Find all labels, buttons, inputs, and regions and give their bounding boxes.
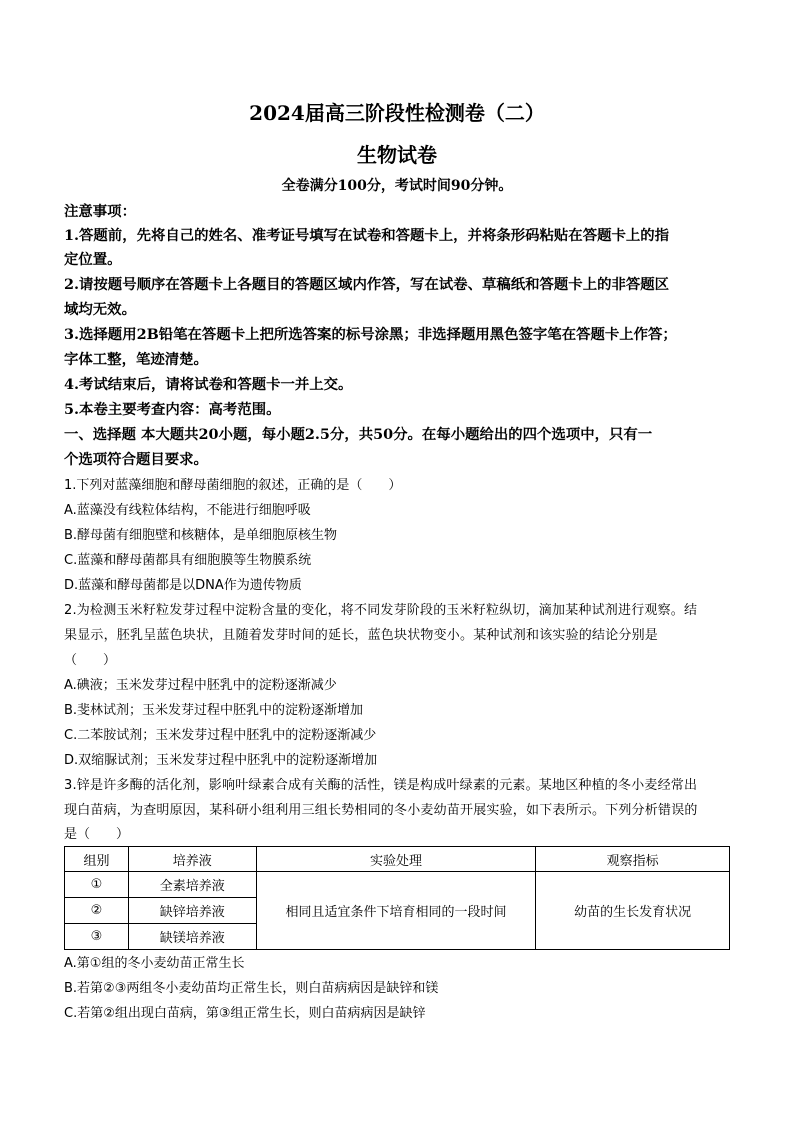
q3-option-c: C.若第②组出现白苗病，第③组正常生长，则白苗病病因是缺锌 bbox=[64, 1006, 426, 1021]
q3-stem-bracket: 是（ ） bbox=[64, 827, 130, 842]
experiment-table bbox=[64, 846, 730, 950]
table-header-row bbox=[65, 847, 730, 872]
exam-info: 全卷满分100分，考试时间90分钟。 bbox=[281, 178, 513, 194]
header-medium: 培养液 bbox=[128, 847, 256, 872]
medium-cell: 缺镁培养液 bbox=[128, 924, 256, 950]
q1-option-d: D.蓝藻和酵母菌都是以DNA作为遗传物质 bbox=[64, 578, 302, 593]
q1-option-a: A.蓝藻没有线粒体结构，不能进行细胞呼吸 bbox=[64, 503, 311, 518]
q1-option-c: C.蓝藻和酵母菌都具有细胞膜等生物膜系统 bbox=[64, 553, 312, 568]
note-line: 域均无效。 bbox=[64, 301, 136, 318]
group-cell: ② bbox=[65, 898, 129, 924]
q2-stem: 2.为检测玉米籽粒发芽过程中淀粉含量的变化，将不同发芽阶段的玉米籽粒纵切，滴加某种试剂进行观察。结 bbox=[64, 603, 698, 618]
note-line: 5.本卷主要考查内容：高考范围。 bbox=[64, 401, 281, 418]
notes-heading: 注意事项： bbox=[64, 203, 136, 220]
q1-stem: 1.下列对蓝藻细胞和酵母菌细胞的叙述，正确的是（ ） bbox=[64, 478, 402, 493]
treatment-cell: 相同且适宜条件下培育相同的一段时间 bbox=[256, 872, 536, 950]
header-indicator: 观察指标 bbox=[536, 847, 730, 872]
header-group: 组别 bbox=[65, 847, 129, 872]
exam-title: 2024届高三阶段性检测卷（二） bbox=[249, 101, 545, 125]
q3-option-a: A.第①组的冬小麦幼苗正常生长 bbox=[64, 956, 245, 971]
note-line: 3.选择题用2B铅笔在答题卡上把所选答案的标号涂黑；非选择题用黑色签字笔在答题卡上作答； bbox=[64, 326, 677, 343]
q3-stem: 3.锌是许多酶的活化剂，影响叶绿素合成有关酶的活性，镁是构成叶绿素的元素。某地区种植的冬小麦经常出 bbox=[64, 778, 698, 793]
q2-option-b: B.斐林试剂；玉米发芽过程中胚乳中的淀粉逐渐增加 bbox=[64, 703, 364, 718]
indicator-cell: 幼苗的生长发育状况 bbox=[536, 872, 730, 950]
note-line: 2.请按题号顺序在答题卡上各题目的答题区域内作答，写在试卷、草稿纸和答题卡上的非答题区 bbox=[64, 276, 670, 293]
note-line: 定位置。 bbox=[64, 251, 122, 268]
q3-stem-cont: 现白苗病，为查明原因，某科研小组利用三组长势相同的冬小麦幼苗开展实验，如下表所示。下列分析错误的 bbox=[64, 803, 698, 818]
section-heading-cont: 个选项符合题目要求。 bbox=[64, 451, 208, 468]
q2-option-d: D.双缩脲试剂；玉米发芽过程中胚乳中的淀粉逐渐增加 bbox=[64, 753, 378, 768]
group-cell: ① bbox=[65, 872, 129, 898]
q2-option-c: C.二苯胺试剂；玉米发芽过程中胚乳中的淀粉逐渐减少 bbox=[64, 728, 377, 743]
medium-cell: 缺锌培养液 bbox=[128, 898, 256, 924]
table-row bbox=[65, 872, 730, 898]
q3-option-b: B.若第②③两组冬小麦幼苗均正常生长，则白苗病病因是缺锌和镁 bbox=[64, 981, 439, 996]
note-line: 1.答题前，先将自己的姓名、准考证号填写在试卷和答题卡上，并将条形码粘贴在答题卡上的指 bbox=[64, 227, 670, 244]
q2-stem-bracket: （ ） bbox=[64, 653, 117, 668]
note-line: 4.考试结束后，请将试卷和答题卡一并上交。 bbox=[64, 376, 353, 393]
q2-option-a: A.碘液；玉米发芽过程中胚乳中的淀粉逐渐减少 bbox=[64, 678, 337, 693]
medium-cell: 全素培养液 bbox=[128, 872, 256, 898]
q2-stem-cont: 果显示，胚乳呈蓝色块状，且随着发芽时间的延长，蓝色块状物变小。某种试剂和该实验的结论分别是 bbox=[64, 628, 659, 643]
subject-title: 生物试卷 bbox=[357, 143, 437, 167]
q1-option-b: B.酵母菌有细胞壁和核糖体，是单细胞原核生物 bbox=[64, 528, 338, 543]
group-cell: ③ bbox=[65, 924, 129, 950]
note-line: 字体工整，笔迹清楚。 bbox=[64, 351, 208, 368]
section-heading: 一、选择题 本大题共20小题，每小题2.5分，共50分。在每小题给出的四个选项中，只有一 bbox=[64, 426, 653, 443]
header-treatment: 实验处理 bbox=[256, 847, 536, 872]
